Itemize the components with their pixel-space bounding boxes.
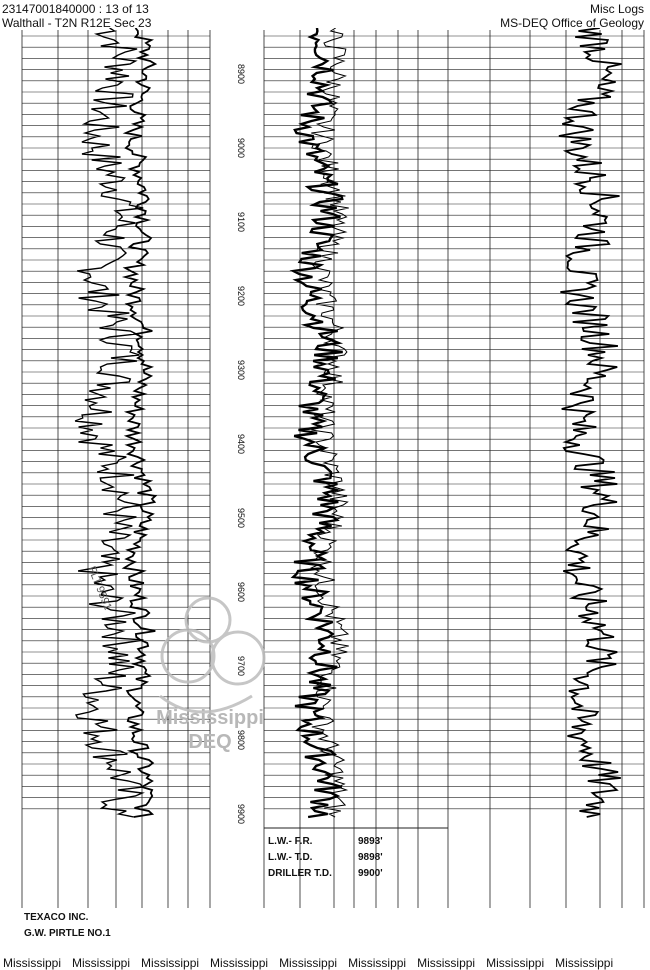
watermark-line-2: DEQ bbox=[188, 731, 232, 753]
depth-label: 9100 bbox=[236, 211, 246, 233]
footer-watermark-label: Mississippi bbox=[210, 956, 269, 970]
depth-label: 9400 bbox=[236, 433, 246, 455]
record-id: 23147001840000 : 13 of 13 bbox=[2, 2, 149, 16]
summary-value-2: 9898' bbox=[358, 852, 383, 863]
footer-watermark-label: Mississippi bbox=[3, 956, 62, 970]
well-label bbox=[24, 912, 111, 939]
log-curves bbox=[75, 28, 621, 817]
depth-label: 9000 bbox=[236, 137, 246, 159]
footer-watermark-label: Mississippi bbox=[141, 956, 200, 970]
resistivity-curve bbox=[293, 28, 342, 817]
well-log-scan bbox=[0, 28, 650, 950]
fault-annotation: FLT 9591 bbox=[85, 564, 114, 612]
operator-name: TEXACO INC. bbox=[24, 912, 89, 923]
sp-curve-2 bbox=[124, 28, 155, 817]
watermark-line-1: Mississippi bbox=[156, 707, 264, 729]
footer-watermark-label: Mississippi bbox=[348, 956, 407, 970]
conductivity-curve bbox=[559, 28, 622, 817]
summary-value-1: 9893' bbox=[358, 836, 383, 847]
header-left bbox=[2, 2, 151, 30]
category-text: Misc Logs bbox=[589, 2, 644, 16]
location-text: Walthall - T2N R12E Sec 23 bbox=[2, 16, 152, 30]
depth-label: 9800 bbox=[236, 729, 246, 751]
footer-watermark-strip bbox=[0, 956, 650, 970]
depth-label: 9500 bbox=[236, 507, 246, 529]
depth-label: 9700 bbox=[236, 655, 246, 677]
footer-watermark-label: Mississippi bbox=[417, 956, 476, 970]
footer-watermark-label: Mississippi bbox=[72, 956, 131, 970]
footer-watermark-label: Mississippi bbox=[555, 956, 614, 970]
summary-label-2: L.W.- T.D. bbox=[268, 852, 313, 863]
deq-logo-watermark bbox=[160, 598, 264, 712]
agency-text: MS-DEQ Office of Geology bbox=[500, 16, 644, 30]
summary-label-1: L.W.- F.R. bbox=[268, 836, 313, 847]
footer-watermark-label: Mississippi bbox=[486, 956, 545, 970]
depth-label: 9600 bbox=[236, 581, 246, 603]
summary-table bbox=[268, 836, 383, 879]
summary-value-3: 9900' bbox=[358, 868, 383, 879]
depth-label: 9200 bbox=[236, 285, 246, 307]
depth-label: 8900 bbox=[236, 63, 246, 85]
depth-label: 9900 bbox=[236, 803, 246, 825]
summary-label-3: DRILLER T.D. bbox=[268, 868, 332, 879]
watermark-text bbox=[150, 706, 270, 754]
depth-label: 9300 bbox=[236, 359, 246, 381]
footer-watermark-label: Mississippi bbox=[279, 956, 338, 970]
header-right bbox=[500, 2, 644, 30]
well-name: G.W. PIRTLE NO.1 bbox=[24, 928, 111, 939]
